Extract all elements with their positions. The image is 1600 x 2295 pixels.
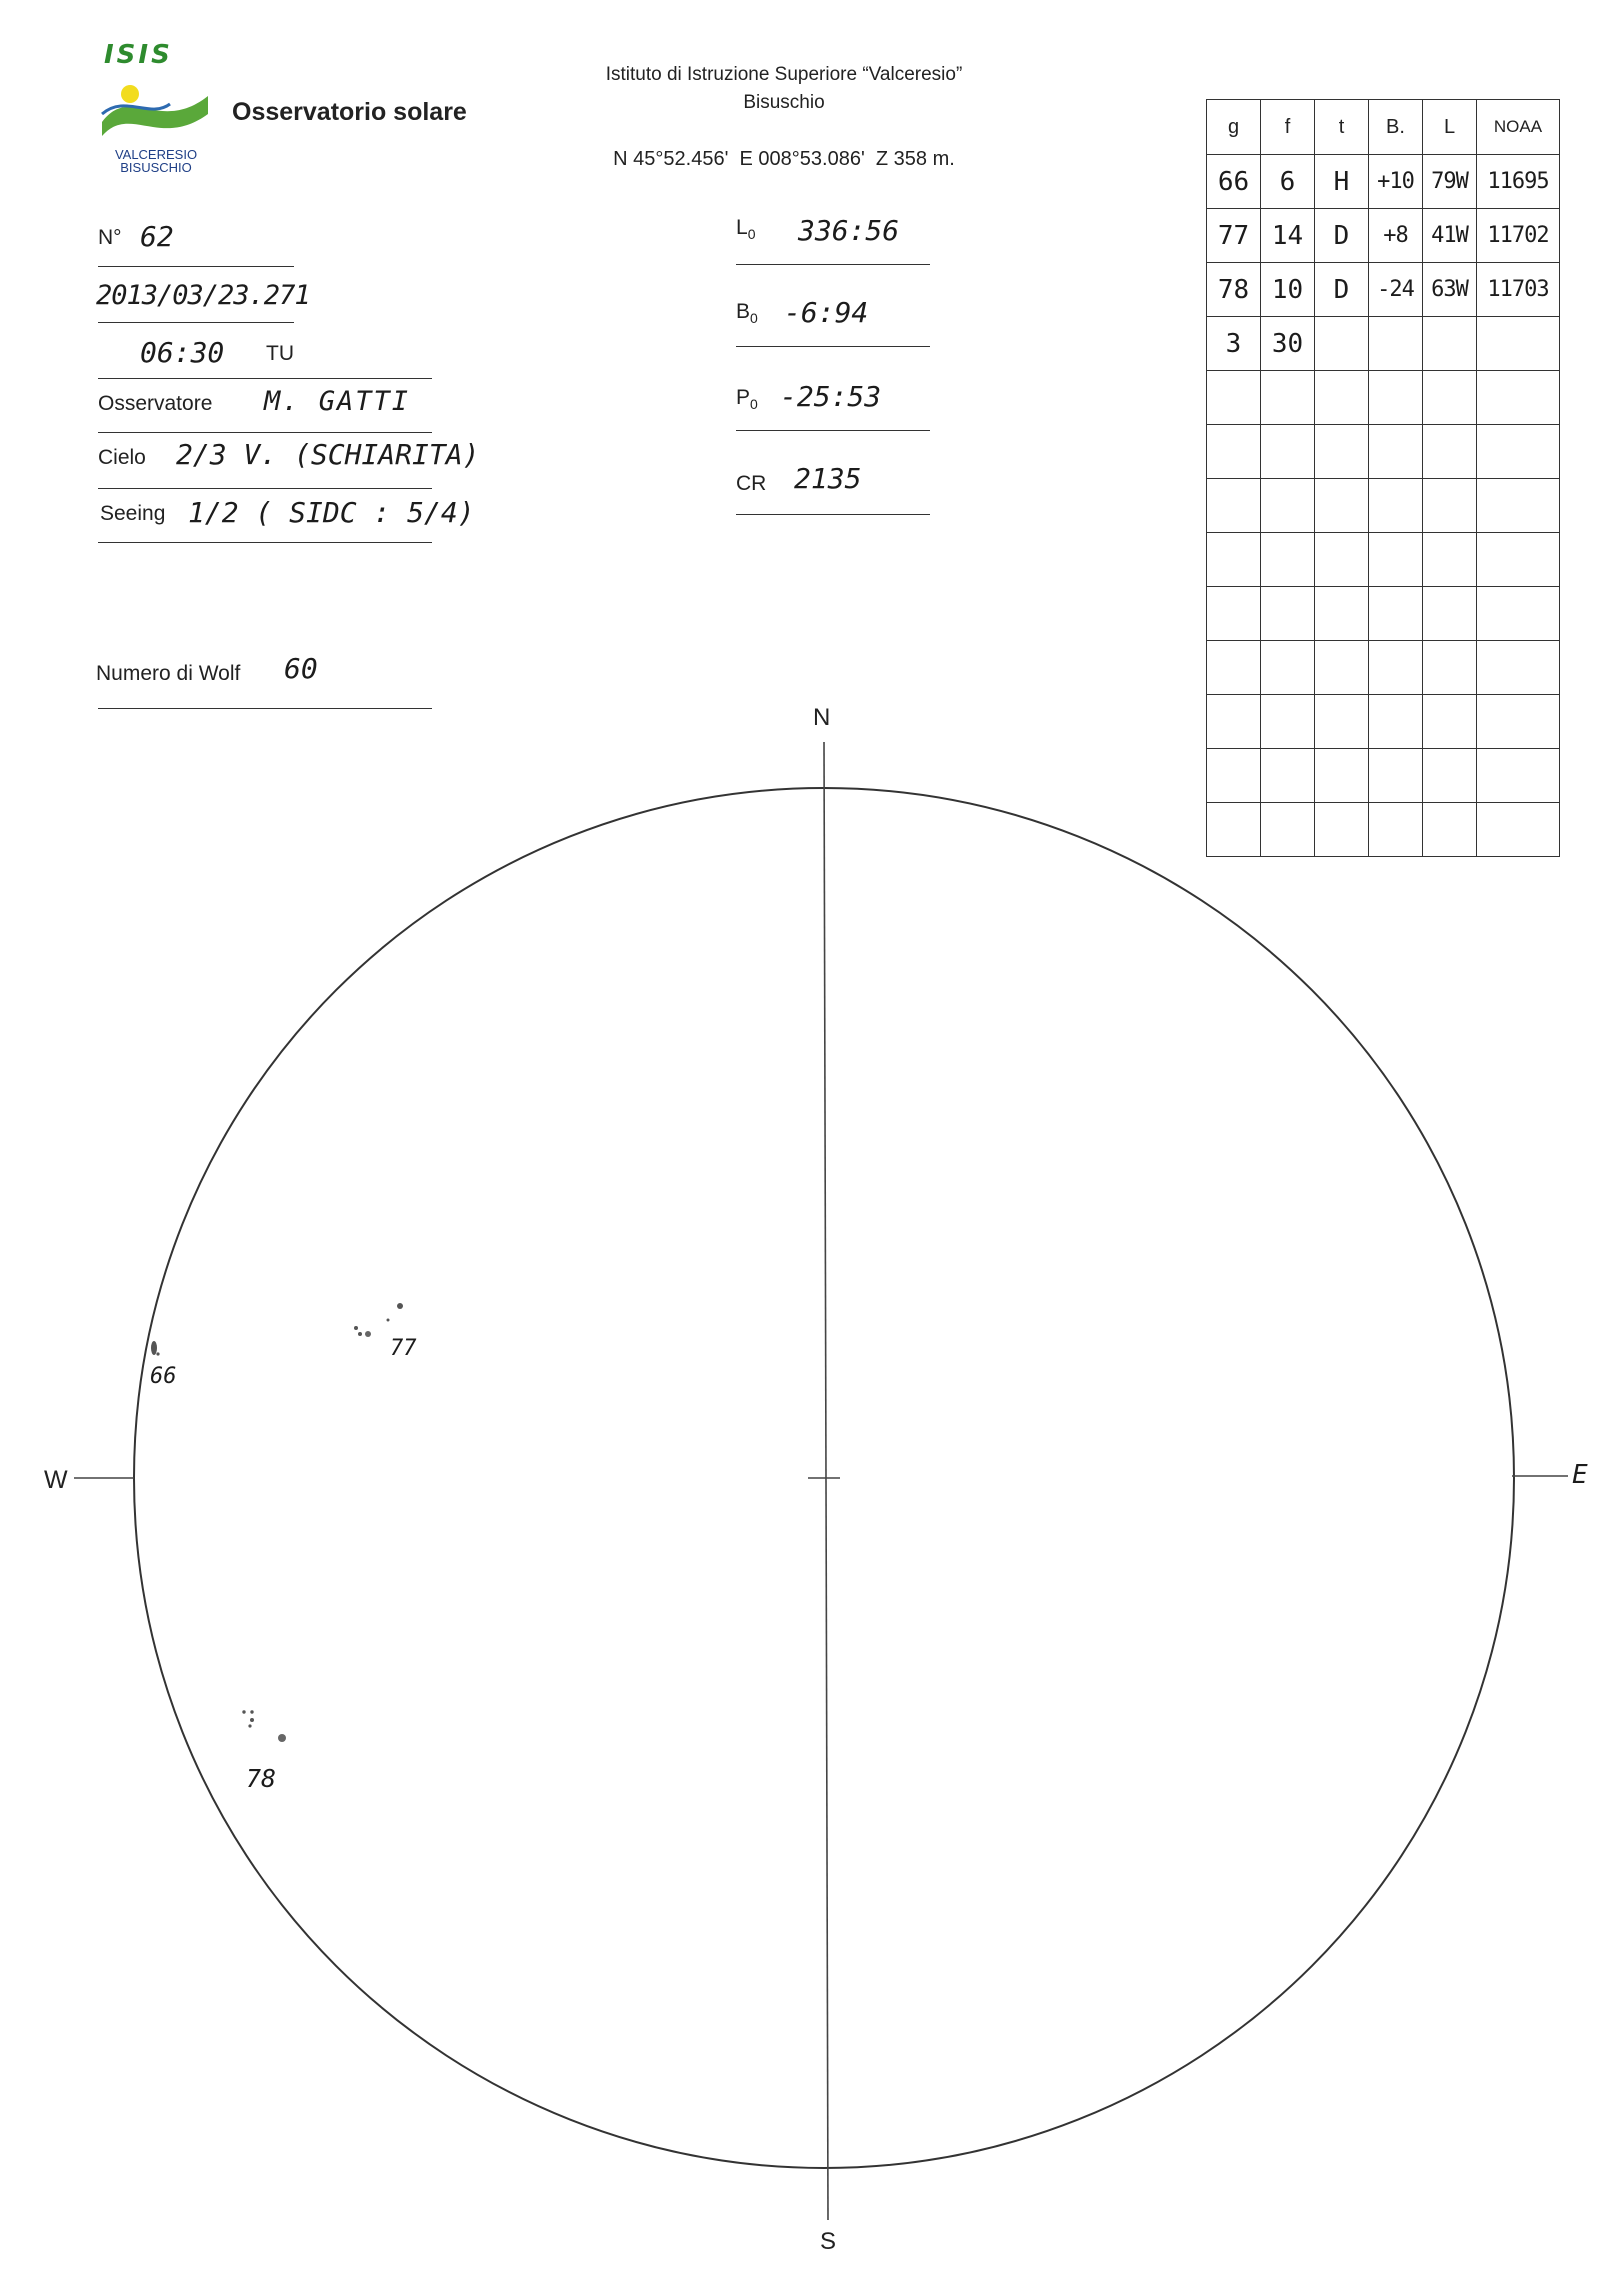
date-underline <box>98 322 294 323</box>
cell-t <box>1315 587 1369 641</box>
cell-noaa: 11695 <box>1477 155 1560 209</box>
cell-g <box>1207 641 1261 695</box>
seeing-value: 1/2 ( SIDC : 5/4) <box>188 496 475 529</box>
compass-south: S <box>820 2228 837 2255</box>
b0-value: -6:94 <box>784 296 869 329</box>
wolf-value: 60 <box>284 652 318 685</box>
table-row <box>1207 641 1560 695</box>
cell-noaa: 11703 <box>1477 263 1560 317</box>
col-header-t: t <box>1315 100 1369 155</box>
site-coordinates: N 45°52.456' E 008°53.086' Z 358 m. <box>613 148 955 170</box>
institute-name: Istituto di Istruzione Superiore “Valceresio” <box>605 64 963 85</box>
table-row <box>1207 425 1560 479</box>
l0-subscript: 0 <box>747 226 756 243</box>
number-underline <box>98 266 294 267</box>
sky-value: 2/3 V. (SCHIARITA) <box>176 438 480 471</box>
cell-noaa <box>1477 479 1560 533</box>
cell-l: 63W <box>1423 263 1477 317</box>
cell-b <box>1369 587 1423 641</box>
table-row <box>1207 533 1560 587</box>
cell-f: 14 <box>1261 209 1315 263</box>
cell-g: 66 <box>1207 155 1261 209</box>
cell-t <box>1315 533 1369 587</box>
cell-g: 77 <box>1207 209 1261 263</box>
cell-noaa <box>1477 425 1560 479</box>
table-row <box>1207 263 1560 317</box>
cell-l: 41W <box>1423 209 1477 263</box>
cell-t: D <box>1315 263 1369 317</box>
school-logo <box>96 40 216 180</box>
cell-f: 30 <box>1261 317 1315 371</box>
date-value: 2013/03/23.271 <box>96 280 310 311</box>
observer-underline <box>98 432 432 433</box>
time-unit: TU <box>266 342 294 365</box>
l0-label <box>736 216 755 242</box>
group-label-66: 66 <box>150 1364 177 1389</box>
logo-wordmark: ISIS <box>104 40 173 70</box>
solar-disk-drawing <box>0 700 1600 2260</box>
p0-underline <box>736 430 930 431</box>
seeing-label: Seeing <box>100 502 166 525</box>
cell-f: 10 <box>1261 263 1315 317</box>
cell-g <box>1207 533 1261 587</box>
cell-l <box>1423 317 1477 371</box>
col-header-noaa: NOAA <box>1477 100 1560 155</box>
table-row <box>1207 479 1560 533</box>
cell-t <box>1315 641 1369 695</box>
b0-underline <box>736 346 930 347</box>
l0-value: 336:56 <box>798 214 900 247</box>
cell-l <box>1423 587 1477 641</box>
number-label: N° <box>98 226 122 249</box>
logo-subtitle-1: VALCERESIO <box>114 147 198 162</box>
institute-town: Bisuschio <box>743 92 825 113</box>
time-value: 06:30 <box>140 336 225 369</box>
cell-l <box>1423 641 1477 695</box>
cell-t <box>1315 371 1369 425</box>
cell-f <box>1261 587 1315 641</box>
cell-g <box>1207 371 1261 425</box>
cell-f <box>1261 533 1315 587</box>
sky-underline <box>98 488 432 489</box>
cell-noaa <box>1477 317 1560 371</box>
cell-l <box>1423 479 1477 533</box>
cell-g <box>1207 587 1261 641</box>
north-south-axis <box>824 742 828 2220</box>
p0-letter: P <box>736 386 751 409</box>
observer-label: Osservatore <box>98 392 213 415</box>
sunspot-group-66 <box>151 1341 160 1356</box>
cell-t: H <box>1315 155 1369 209</box>
compass-east: E <box>1572 1460 1588 1490</box>
cell-t <box>1315 317 1369 371</box>
cell-b <box>1369 641 1423 695</box>
cell-b <box>1369 425 1423 479</box>
l0-underline <box>736 264 930 265</box>
p0-subscript: 0 <box>750 396 758 413</box>
cell-g <box>1207 479 1261 533</box>
cr-underline <box>736 514 930 515</box>
cell-f <box>1261 371 1315 425</box>
b0-letter: B <box>736 300 751 323</box>
cell-l: 79W <box>1423 155 1477 209</box>
table-row <box>1207 371 1560 425</box>
seeing-underline <box>98 542 432 543</box>
group-label-77: 77 <box>390 1336 417 1361</box>
compass-west: W <box>44 1466 68 1494</box>
cell-f: 6 <box>1261 155 1315 209</box>
group-label-78: 78 <box>246 1764 277 1793</box>
table-header-row <box>1207 100 1560 155</box>
observatory-title: Osservatorio solare <box>232 98 467 126</box>
number-value: 62 <box>140 220 174 253</box>
cr-value: 2135 <box>794 462 862 495</box>
time-underline <box>98 378 432 379</box>
p0-value: -25:53 <box>780 380 882 413</box>
cell-l <box>1423 533 1477 587</box>
cell-noaa: 11702 <box>1477 209 1560 263</box>
cell-l <box>1423 425 1477 479</box>
observer-value: M. GATTI <box>264 386 411 417</box>
cell-b: +10 <box>1369 155 1423 209</box>
cell-g <box>1207 425 1261 479</box>
table-row <box>1207 209 1560 263</box>
cell-b <box>1369 479 1423 533</box>
cell-noaa <box>1477 587 1560 641</box>
cell-noaa <box>1477 371 1560 425</box>
logo-emblem-icon <box>100 74 210 144</box>
col-header-l: L <box>1423 100 1477 155</box>
cr-label: CR <box>736 472 767 495</box>
cell-b: +8 <box>1369 209 1423 263</box>
col-header-b: B. <box>1369 100 1423 155</box>
cell-b <box>1369 317 1423 371</box>
compass-north: N <box>813 704 831 731</box>
cell-t: D <box>1315 209 1369 263</box>
cell-t <box>1315 479 1369 533</box>
cell-g: 78 <box>1207 263 1261 317</box>
sky-label: Cielo <box>98 446 146 469</box>
sunspot-group-78 <box>242 1710 286 1742</box>
b0-subscript: 0 <box>750 310 758 327</box>
table-row <box>1207 155 1560 209</box>
cell-f <box>1261 425 1315 479</box>
col-header-g: g <box>1207 100 1261 155</box>
cell-g: 3 <box>1207 317 1261 371</box>
cell-l <box>1423 371 1477 425</box>
cell-f <box>1261 641 1315 695</box>
b0-label <box>736 300 758 326</box>
col-header-f: f <box>1261 100 1315 155</box>
cell-b <box>1369 533 1423 587</box>
l0-letter: L <box>736 216 748 239</box>
table-row <box>1207 587 1560 641</box>
cell-t <box>1315 425 1369 479</box>
logo-subtitle-2: BISUSCHIO <box>120 160 192 175</box>
cell-b <box>1369 371 1423 425</box>
wolf-label: Numero di Wolf <box>96 662 241 685</box>
table-row <box>1207 317 1560 371</box>
cell-f <box>1261 479 1315 533</box>
cell-noaa <box>1477 641 1560 695</box>
sunspot-group-77 <box>354 1303 403 1337</box>
cell-noaa <box>1477 533 1560 587</box>
p0-label <box>736 386 758 412</box>
cell-b: -24 <box>1369 263 1423 317</box>
